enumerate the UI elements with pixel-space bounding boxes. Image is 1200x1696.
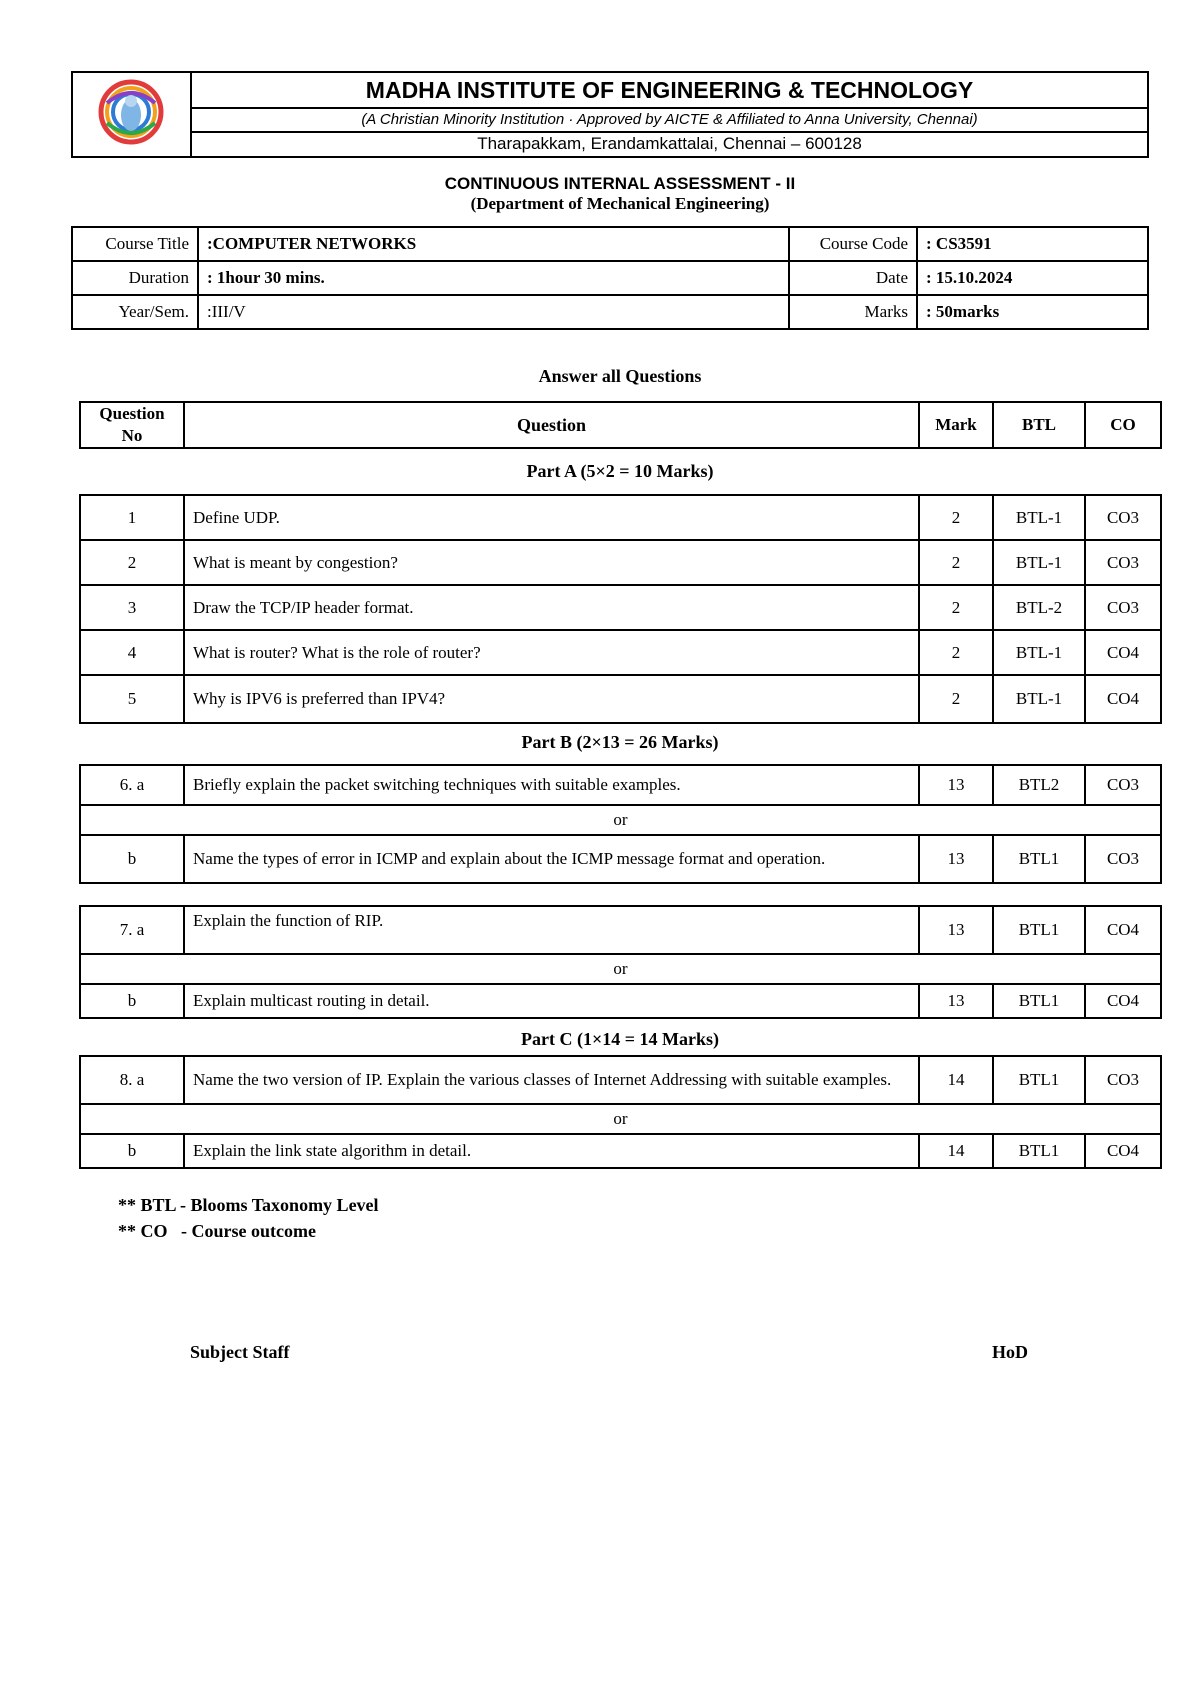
course-title-value: :COMPUTER NETWORKS	[198, 227, 789, 261]
marks-label: Marks	[789, 295, 917, 329]
table-row	[80, 906, 1161, 954]
marks-value: : 50marks	[917, 295, 1148, 329]
part-b-heading: Part B (2×13 = 26 Marks)	[521, 732, 719, 752]
qno-header	[80, 402, 184, 448]
exam-title: CONTINUOUS INTERNAL ASSESSMENT - II	[444, 174, 796, 193]
part-c-table	[79, 1055, 1162, 1169]
question-co: CO3	[1085, 835, 1161, 883]
question-btl: BTL1	[993, 1056, 1085, 1104]
course-title-label: Course Title	[72, 227, 198, 261]
table-row	[80, 1134, 1161, 1168]
table-row	[80, 540, 1161, 585]
part-a-table	[79, 494, 1162, 724]
duration-value: : 1hour 30 mins.	[198, 261, 789, 295]
question-text: What is router? What is the role of router?	[184, 630, 919, 675]
question-mark: 13	[919, 906, 993, 954]
qno-header-line1: Question	[99, 404, 165, 423]
question-text: What is meant by congestion?	[184, 540, 919, 585]
hod-signature: HoD	[992, 1342, 1028, 1362]
question-text: Name the two version of IP. Explain the various classes of Internet Addressing with suitable examples.	[184, 1056, 919, 1104]
note-btl: ** BTL - Blooms Taxonomy Level	[118, 1195, 379, 1215]
question-text: Explain the link state algorithm in detail.	[184, 1134, 919, 1168]
table-row	[80, 765, 1161, 805]
question-number: 1	[80, 495, 184, 540]
table-row	[80, 585, 1161, 630]
question-btl: BTL2	[993, 765, 1085, 805]
question-number: 5	[80, 675, 184, 723]
question-co: CO4	[1085, 675, 1161, 723]
year-value: :III/V	[198, 295, 789, 329]
question-text: Briefly explain the packet switching techniques with suitable examples.	[184, 765, 919, 805]
question-number: 7. a	[80, 906, 184, 954]
question-co: CO3	[1085, 540, 1161, 585]
question-number: 2	[80, 540, 184, 585]
qno-header-line2: No	[121, 426, 143, 445]
question-btl: BTL-1	[993, 675, 1085, 723]
question-mark: 2	[919, 630, 993, 675]
question-number: b	[80, 984, 184, 1018]
institute-address: Tharapakkam, Erandamkattalai, Chennai – 600128	[191, 132, 1148, 158]
question-co: CO3	[1085, 1056, 1161, 1104]
or-row	[80, 805, 1161, 835]
year-label: Year/Sem.	[72, 295, 198, 329]
department-title: (Department of Mechanical Engineering)	[470, 194, 770, 213]
question-6-table	[79, 764, 1162, 884]
question-btl: BTL-1	[993, 495, 1085, 540]
instructions: Answer all Questions	[538, 366, 702, 386]
or-separator: or	[80, 805, 1161, 835]
table-row	[80, 675, 1161, 723]
question-btl: BTL1	[993, 1134, 1085, 1168]
question-btl: BTL1	[993, 984, 1085, 1018]
or-row	[80, 1104, 1161, 1134]
table-row	[80, 1056, 1161, 1104]
subject-staff-signature: Subject Staff	[190, 1342, 290, 1362]
question-btl: BTL1	[993, 906, 1085, 954]
question-co: CO3	[1085, 585, 1161, 630]
question-text: Define UDP.	[184, 495, 919, 540]
question-number: 4	[80, 630, 184, 675]
question-text: Why is IPV6 is preferred than IPV4?	[184, 675, 919, 723]
question-mark: 2	[919, 540, 993, 585]
table-row	[80, 835, 1161, 883]
logo-cell	[72, 72, 191, 157]
question-co: CO3	[1085, 495, 1161, 540]
part-a-heading: Part A (5×2 = 10 Marks)	[526, 461, 714, 481]
question-mark: 2	[919, 585, 993, 630]
question-mark: 2	[919, 495, 993, 540]
question-number: b	[80, 1134, 184, 1168]
question-header-table	[79, 401, 1162, 449]
question-btl: BTL-2	[993, 585, 1085, 630]
question-number: b	[80, 835, 184, 883]
mark-header: Mark	[919, 402, 993, 448]
question-co: CO4	[1085, 906, 1161, 954]
institute-header	[71, 71, 1149, 158]
question-number: 8. a	[80, 1056, 184, 1104]
question-co: CO4	[1085, 1134, 1161, 1168]
institute-logo-icon	[73, 73, 190, 151]
question-btl: BTL-1	[993, 630, 1085, 675]
course-info-table	[71, 226, 1149, 330]
question-co: CO4	[1085, 984, 1161, 1018]
part-c-heading: Part C (1×14 = 14 Marks)	[521, 1029, 719, 1049]
or-separator: or	[80, 954, 1161, 984]
question-number: 3	[80, 585, 184, 630]
duration-label: Duration	[72, 261, 198, 295]
question-text: Draw the TCP/IP header format.	[184, 585, 919, 630]
table-row	[80, 630, 1161, 675]
question-number: 6. a	[80, 765, 184, 805]
or-row	[80, 954, 1161, 984]
course-code-label: Course Code	[789, 227, 917, 261]
table-row	[80, 984, 1161, 1018]
or-separator: or	[80, 1104, 1161, 1134]
question-header: Question	[184, 402, 919, 448]
question-mark: 13	[919, 765, 993, 805]
course-code-value: : CS3591	[917, 227, 1148, 261]
question-text: Explain the function of RIP.	[184, 906, 919, 954]
co-header: CO	[1085, 402, 1161, 448]
table-row	[80, 495, 1161, 540]
question-mark: 13	[919, 984, 993, 1018]
question-mark: 2	[919, 675, 993, 723]
institute-subtitle: (A Christian Minority Institution · Approved by AICTE & Affiliated to Anna University, Chennai)	[191, 108, 1148, 131]
question-7-table	[79, 905, 1162, 1019]
question-btl: BTL1	[993, 835, 1085, 883]
note-co: ** CO - Course outcome	[118, 1221, 316, 1241]
question-mark: 13	[919, 835, 993, 883]
question-co: CO3	[1085, 765, 1161, 805]
question-btl: BTL-1	[993, 540, 1085, 585]
date-label: Date	[789, 261, 917, 295]
date-value: : 15.10.2024	[917, 261, 1148, 295]
question-text: Name the types of error in ICMP and explain about the ICMP message format and operation.	[184, 835, 919, 883]
institute-name: MADHA INSTITUTE OF ENGINEERING & TECHNOLOGY	[191, 72, 1148, 108]
question-mark: 14	[919, 1056, 993, 1104]
question-text: Explain multicast routing in detail.	[184, 984, 919, 1018]
btl-header: BTL	[993, 402, 1085, 448]
question-co: CO4	[1085, 630, 1161, 675]
question-mark: 14	[919, 1134, 993, 1168]
